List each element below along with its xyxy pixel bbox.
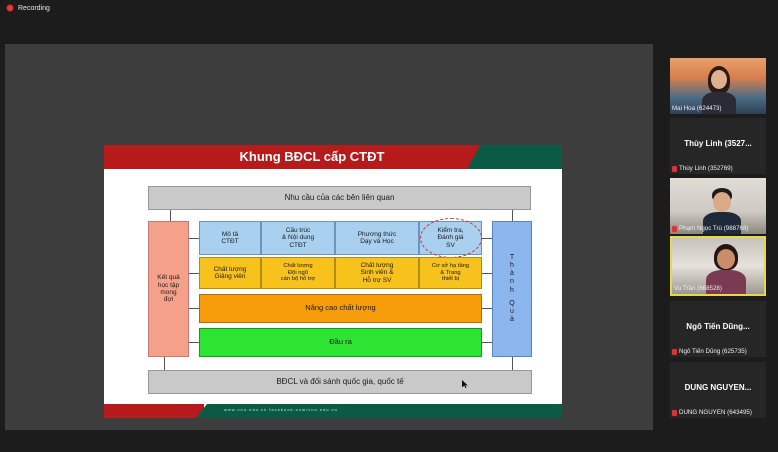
connector-arrow xyxy=(482,342,492,343)
connector-arrow xyxy=(512,357,513,370)
participant-tile[interactable] xyxy=(670,58,766,114)
presentation-slide xyxy=(104,145,562,418)
participant-label xyxy=(672,409,752,416)
connector-arrow xyxy=(189,273,199,274)
connector-arrow xyxy=(482,273,492,274)
connector-arrow xyxy=(189,342,199,343)
teaching-learning-box: Phương thức Dạy và Học xyxy=(335,221,419,255)
lecturer-quality-box: Chất lượng Giảng viên xyxy=(199,257,261,289)
participant-label xyxy=(672,105,722,112)
achievements-box: T h à n h Q u ả xyxy=(492,221,532,357)
expected-learning-outcomes-box: Kết quả học tập mong đợi xyxy=(148,221,189,357)
participant-tile[interactable] xyxy=(670,118,766,174)
program-description-box: Mô tả CTĐT xyxy=(199,221,261,255)
slide-footer xyxy=(104,404,562,418)
participant-tile[interactable] xyxy=(670,362,766,418)
participant-name: Mai Hoa (624473) xyxy=(672,105,722,112)
muted-mic-icon xyxy=(672,166,677,172)
recording-indicator[interactable] xyxy=(6,4,50,12)
benchmarking-box: BĐCL và đối sánh quốc gia, quốc tế xyxy=(148,370,532,394)
participant-panel xyxy=(664,44,778,430)
support-staff-quality-box: Chất lượng Đội ngũ cán bộ hỗ trợ xyxy=(261,257,335,289)
connector-arrow xyxy=(482,308,492,309)
participant-name: Vu Trần (668528) xyxy=(674,285,722,292)
output-box: Đầu ra xyxy=(199,328,482,357)
participant-name: Phạm Ngọc Trù (988768) xyxy=(679,225,749,232)
muted-mic-icon xyxy=(672,410,677,416)
participant-label xyxy=(672,225,748,232)
student-assessment-box: Kiểm tra, Đánh giá SV xyxy=(419,221,482,255)
connector-arrow xyxy=(170,210,171,221)
stakeholder-needs-box: Nhu cầu của các bên liên quan xyxy=(148,186,531,210)
student-quality-box: Chất lượng Sinh viên & Hỗ trợ SV xyxy=(335,257,419,289)
participant-tile-active-speaker[interactable] xyxy=(670,236,766,296)
program-structure-box: Cấu trúc & Nội dung CTĐT xyxy=(261,221,335,255)
shared-screen xyxy=(5,44,653,430)
participant-tile[interactable] xyxy=(670,178,766,234)
footer-text: www.vnu.edu.vn facebook.com/vnu.edu.vn xyxy=(224,407,338,412)
connector-arrow xyxy=(189,308,199,309)
connector-arrow xyxy=(164,357,165,370)
slide-header xyxy=(104,145,562,169)
connector-arrow xyxy=(189,238,199,239)
highlight-ellipse xyxy=(420,218,482,258)
participant-display-name: Thùy Linh (3527... xyxy=(684,139,752,148)
participant-name: Ngô Tiến Dũng (625735) xyxy=(679,348,747,355)
participant-display-name: Ngô Tiến Dũng... xyxy=(686,322,750,331)
participant-label xyxy=(674,285,722,292)
participant-name: DUNG NGUYEN (643495) xyxy=(679,409,752,416)
record-icon xyxy=(6,4,14,12)
muted-mic-icon xyxy=(672,226,677,232)
quality-improvement-box: Nâng cao chất lượng xyxy=(199,294,482,323)
facilities-box: Cơ sở hạ tầng & Trang thiết bị xyxy=(419,257,482,289)
muted-mic-icon xyxy=(672,349,677,355)
participant-label xyxy=(672,165,733,172)
top-bar xyxy=(0,0,778,20)
slide-title: Khung BĐCL cấp CTĐT xyxy=(239,149,385,164)
participant-label xyxy=(672,348,747,355)
recording-label: Recording xyxy=(18,4,50,12)
connector-arrow xyxy=(482,238,492,239)
participant-display-name: DUNG NGUYEN... xyxy=(684,383,752,392)
connector-arrow xyxy=(512,210,513,221)
participant-tile[interactable] xyxy=(670,301,766,357)
participant-name: Thùy Linh (352769) xyxy=(679,165,733,172)
